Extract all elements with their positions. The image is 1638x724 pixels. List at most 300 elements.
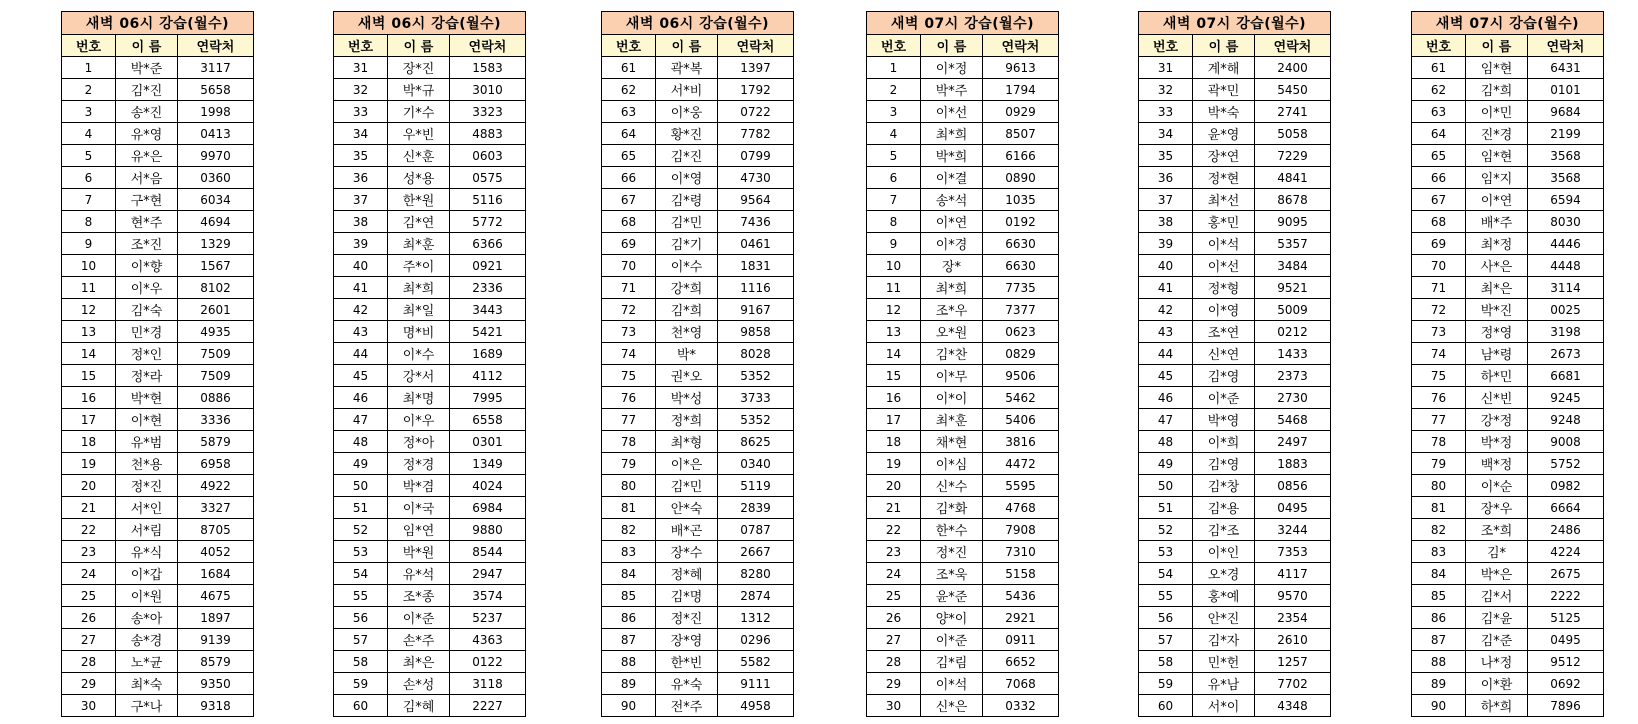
member-name: 이*인	[1193, 541, 1255, 563]
column-header-number: 번호	[867, 35, 921, 57]
row-number: 88	[1412, 651, 1466, 673]
row-number: 89	[1412, 673, 1466, 695]
table-row	[1139, 145, 1331, 167]
contact-number: 7702	[1255, 673, 1331, 695]
contact-number: 7353	[1255, 541, 1331, 563]
row-number: 3	[867, 101, 921, 123]
member-name: 유*숙	[656, 673, 718, 695]
table-row	[1412, 189, 1604, 211]
member-name: 이*준	[921, 629, 983, 651]
member-name: 이*결	[921, 167, 983, 189]
row-number: 82	[602, 519, 656, 541]
table-row	[867, 409, 1059, 431]
contact-number: 9111	[718, 673, 794, 695]
table-row	[62, 673, 254, 695]
contact-number: 4730	[718, 167, 794, 189]
contact-number: 3443	[450, 299, 526, 321]
member-name: 최*형	[656, 431, 718, 453]
contact-number: 6664	[1528, 497, 1604, 519]
table-row	[62, 475, 254, 497]
contact-number: 7436	[718, 211, 794, 233]
member-name: 홍*예	[1193, 585, 1255, 607]
contact-number: 4841	[1255, 167, 1331, 189]
member-name: 이*우	[116, 277, 178, 299]
table-row	[334, 541, 526, 563]
contact-number: 0212	[1255, 321, 1331, 343]
table-row	[1412, 123, 1604, 145]
row-number: 7	[62, 189, 116, 211]
contact-number: 9248	[1528, 409, 1604, 431]
contact-number: 3323	[450, 101, 526, 123]
table-row	[1412, 145, 1604, 167]
row-number: 57	[1139, 629, 1193, 651]
member-name: 유*은	[116, 145, 178, 167]
row-number: 70	[1412, 255, 1466, 277]
row-number: 39	[334, 233, 388, 255]
member-name: 이*무	[921, 365, 983, 387]
row-number: 10	[62, 255, 116, 277]
table-row	[62, 387, 254, 409]
table-row	[1412, 343, 1604, 365]
table-row	[1139, 57, 1331, 79]
table-row	[334, 695, 526, 717]
table-row	[1139, 585, 1331, 607]
member-name: 곽*민	[1193, 79, 1255, 101]
contact-number: 4224	[1528, 541, 1604, 563]
member-name: 이*준	[388, 607, 450, 629]
table-row	[867, 673, 1059, 695]
table-row	[62, 145, 254, 167]
contact-number: 3010	[450, 79, 526, 101]
table-row	[334, 651, 526, 673]
row-number: 58	[334, 651, 388, 673]
contact-number: 5450	[1255, 79, 1331, 101]
row-number: 12	[867, 299, 921, 321]
row-number: 24	[867, 563, 921, 585]
column-header-name: 이 름	[1193, 35, 1255, 57]
table-row	[602, 101, 794, 123]
contact-number: 1312	[718, 607, 794, 629]
member-name: 정*아	[388, 431, 450, 453]
member-name: 장*진	[388, 57, 450, 79]
member-name: 박*성	[656, 387, 718, 409]
column-header-number: 번호	[62, 35, 116, 57]
row-number: 11	[62, 277, 116, 299]
member-name: 명*비	[388, 321, 450, 343]
contact-number: 7782	[718, 123, 794, 145]
member-name: 이*정	[921, 57, 983, 79]
member-name: 정*라	[116, 365, 178, 387]
row-number: 47	[1139, 409, 1193, 431]
contact-number: 8678	[1255, 189, 1331, 211]
table-row	[334, 585, 526, 607]
member-name: 정*인	[116, 343, 178, 365]
member-name: 김*혜	[388, 695, 450, 717]
member-name: 신*은	[921, 695, 983, 717]
table-row	[1412, 211, 1604, 233]
contact-number: 5879	[178, 431, 254, 453]
member-name: 조*진	[116, 233, 178, 255]
contact-number: 9139	[178, 629, 254, 651]
member-name: 나*정	[1466, 651, 1528, 673]
column-header-number: 번호	[334, 35, 388, 57]
contact-number: 1257	[1255, 651, 1331, 673]
contact-number: 1349	[450, 453, 526, 475]
member-name: 하*민	[1466, 365, 1528, 387]
row-number: 71	[1412, 277, 1466, 299]
row-number: 21	[62, 497, 116, 519]
row-number: 50	[1139, 475, 1193, 497]
member-name: 유*범	[116, 431, 178, 453]
roster-table	[601, 11, 794, 717]
row-number: 51	[334, 497, 388, 519]
column-header-contact: 연락처	[450, 35, 526, 57]
row-number: 83	[602, 541, 656, 563]
contact-number: 9008	[1528, 431, 1604, 453]
member-name: 윤*준	[921, 585, 983, 607]
contact-number: 4768	[983, 497, 1059, 519]
member-name: 정*형	[1193, 277, 1255, 299]
member-name: 정*혜	[656, 563, 718, 585]
contact-number: 6166	[983, 145, 1059, 167]
roster-table	[1138, 11, 1331, 717]
member-name: 오*경	[1193, 563, 1255, 585]
row-number: 16	[62, 387, 116, 409]
member-name: 김*림	[921, 651, 983, 673]
row-number: 69	[1412, 233, 1466, 255]
table-row	[867, 475, 1059, 497]
table-row	[1139, 563, 1331, 585]
table-row	[62, 123, 254, 145]
member-name: 박*희	[921, 145, 983, 167]
contact-number: 1831	[718, 255, 794, 277]
column-header-number: 번호	[1412, 35, 1466, 57]
contact-number: 0799	[718, 145, 794, 167]
contact-number: 1583	[450, 57, 526, 79]
table-row	[334, 299, 526, 321]
member-name: 안*진	[1193, 607, 1255, 629]
contact-number: 5009	[1255, 299, 1331, 321]
row-number: 32	[1139, 79, 1193, 101]
table-row	[602, 343, 794, 365]
row-number: 42	[334, 299, 388, 321]
table-row	[334, 629, 526, 651]
table-row	[602, 233, 794, 255]
contact-number: 0025	[1528, 299, 1604, 321]
row-number: 67	[1412, 189, 1466, 211]
row-number: 60	[1139, 695, 1193, 717]
contact-number: 9506	[983, 365, 1059, 387]
contact-number: 2373	[1255, 365, 1331, 387]
member-name: 권*오	[656, 365, 718, 387]
contact-number: 0340	[718, 453, 794, 475]
table-row	[334, 167, 526, 189]
member-name: 김*화	[921, 497, 983, 519]
member-name: 송*진	[116, 101, 178, 123]
row-number: 21	[867, 497, 921, 519]
table-row	[1139, 673, 1331, 695]
contact-number: 9512	[1528, 651, 1604, 673]
contact-number: 2667	[718, 541, 794, 563]
table-row	[602, 519, 794, 541]
contact-number: 9858	[718, 321, 794, 343]
contact-number: 1433	[1255, 343, 1331, 365]
table-row	[1412, 277, 1604, 299]
member-name: 최*훈	[388, 233, 450, 255]
contact-number: 9970	[178, 145, 254, 167]
member-name: 이*영	[1193, 299, 1255, 321]
member-name: 최*선	[1193, 189, 1255, 211]
row-number: 9	[62, 233, 116, 255]
row-number: 74	[1412, 343, 1466, 365]
row-number: 65	[602, 145, 656, 167]
table-row	[1139, 299, 1331, 321]
table-row	[334, 431, 526, 453]
member-name: 노*균	[116, 651, 178, 673]
table-row	[1139, 607, 1331, 629]
contact-number: 6652	[983, 651, 1059, 673]
contact-number: 3816	[983, 431, 1059, 453]
table-row	[867, 299, 1059, 321]
column-header-name: 이 름	[1466, 35, 1528, 57]
row-number: 64	[1412, 123, 1466, 145]
contact-number: 6366	[450, 233, 526, 255]
member-name: 민*헌	[1193, 651, 1255, 673]
member-name: 장*	[921, 255, 983, 277]
table-row	[867, 607, 1059, 629]
contact-number: 0722	[718, 101, 794, 123]
row-number: 52	[1139, 519, 1193, 541]
column-header-number: 번호	[602, 35, 656, 57]
contact-number: 0921	[450, 255, 526, 277]
row-number: 72	[602, 299, 656, 321]
table-row	[1412, 519, 1604, 541]
contact-number: 0495	[1255, 497, 1331, 519]
member-name: 이*석	[1193, 233, 1255, 255]
row-number: 37	[1139, 189, 1193, 211]
member-name: 서*인	[116, 497, 178, 519]
row-number: 32	[334, 79, 388, 101]
contact-number: 4675	[178, 585, 254, 607]
table-row	[867, 343, 1059, 365]
table-row	[1412, 607, 1604, 629]
table-title: 새벽 06시 강습(월수)	[602, 12, 794, 35]
contact-number: 3574	[450, 585, 526, 607]
row-number: 31	[1139, 57, 1193, 79]
column-header-name: 이 름	[388, 35, 450, 57]
row-number: 37	[334, 189, 388, 211]
row-number: 55	[1139, 585, 1193, 607]
table-row	[602, 585, 794, 607]
row-number: 47	[334, 409, 388, 431]
contact-number: 2486	[1528, 519, 1604, 541]
member-name: 황*진	[656, 123, 718, 145]
contact-number: 1116	[718, 277, 794, 299]
contact-number: 3244	[1255, 519, 1331, 541]
row-number: 52	[334, 519, 388, 541]
member-name: 장*우	[1466, 497, 1528, 519]
contact-number: 1329	[178, 233, 254, 255]
row-number: 7	[867, 189, 921, 211]
contact-number: 4448	[1528, 255, 1604, 277]
member-name: 계*해	[1193, 57, 1255, 79]
table-row	[602, 673, 794, 695]
contact-number: 2497	[1255, 431, 1331, 453]
column-header-name: 이 름	[116, 35, 178, 57]
table-row	[1139, 651, 1331, 673]
contact-number: 2400	[1255, 57, 1331, 79]
table-row	[334, 453, 526, 475]
row-number: 29	[62, 673, 116, 695]
table-row	[867, 519, 1059, 541]
member-name: 강*서	[388, 365, 450, 387]
table-row	[602, 629, 794, 651]
contact-number: 9613	[983, 57, 1059, 79]
row-number: 59	[334, 673, 388, 695]
row-number: 34	[334, 123, 388, 145]
table-row	[1412, 101, 1604, 123]
contact-number: 0192	[983, 211, 1059, 233]
member-name: 조*우	[921, 299, 983, 321]
member-name: 송*경	[116, 629, 178, 651]
table-row	[1412, 629, 1604, 651]
contact-number: 5237	[450, 607, 526, 629]
row-number: 56	[1139, 607, 1193, 629]
row-number: 42	[1139, 299, 1193, 321]
member-name: 조*종	[388, 585, 450, 607]
contact-number: 4446	[1528, 233, 1604, 255]
contact-number: 4348	[1255, 695, 1331, 717]
contact-number: 9564	[718, 189, 794, 211]
member-name: 최*희	[388, 277, 450, 299]
contact-number: 1684	[178, 563, 254, 585]
contact-number: 5116	[450, 189, 526, 211]
contact-number: 6594	[1528, 189, 1604, 211]
table-row	[1139, 475, 1331, 497]
row-number: 38	[1139, 211, 1193, 233]
contact-number: 6630	[983, 233, 1059, 255]
member-name: 구*나	[116, 695, 178, 717]
table-row	[867, 277, 1059, 299]
table-row	[1412, 79, 1604, 101]
member-name: 김*창	[1193, 475, 1255, 497]
contact-number: 1035	[983, 189, 1059, 211]
contact-number: 8625	[718, 431, 794, 453]
member-name: 서*림	[116, 519, 178, 541]
member-name: 조*욱	[921, 563, 983, 585]
contact-number: 1897	[178, 607, 254, 629]
contact-number: 5119	[718, 475, 794, 497]
row-number: 53	[334, 541, 388, 563]
row-number: 68	[1412, 211, 1466, 233]
row-number: 11	[867, 277, 921, 299]
contact-number: 2354	[1255, 607, 1331, 629]
member-name: 박*준	[116, 57, 178, 79]
row-number: 30	[867, 695, 921, 717]
roster-table	[866, 11, 1059, 717]
member-name: 기*수	[388, 101, 450, 123]
row-number: 5	[867, 145, 921, 167]
row-number: 62	[602, 79, 656, 101]
row-number: 44	[1139, 343, 1193, 365]
contact-number: 7229	[1255, 145, 1331, 167]
table-row	[867, 387, 1059, 409]
row-number: 40	[334, 255, 388, 277]
contact-number: 3118	[450, 673, 526, 695]
contact-number: 9521	[1255, 277, 1331, 299]
member-name: 서*이	[1193, 695, 1255, 717]
contact-number: 5058	[1255, 123, 1331, 145]
row-number: 84	[602, 563, 656, 585]
row-number: 8	[867, 211, 921, 233]
member-name: 김*진	[656, 145, 718, 167]
member-name: 현*주	[116, 211, 178, 233]
table-row	[1412, 475, 1604, 497]
contact-number: 8579	[178, 651, 254, 673]
table-row	[334, 497, 526, 519]
table-row	[62, 519, 254, 541]
table-row	[602, 123, 794, 145]
contact-number: 4958	[718, 695, 794, 717]
table-row	[334, 409, 526, 431]
contact-number: 7377	[983, 299, 1059, 321]
contact-number: 7995	[450, 387, 526, 409]
table-row	[867, 255, 1059, 277]
table-row	[334, 387, 526, 409]
contact-number: 1567	[178, 255, 254, 277]
contact-number: 9880	[450, 519, 526, 541]
member-name: 한*원	[388, 189, 450, 211]
row-number: 43	[1139, 321, 1193, 343]
table-row	[1412, 453, 1604, 475]
row-number: 84	[1412, 563, 1466, 585]
table-row	[1139, 79, 1331, 101]
row-number: 27	[867, 629, 921, 651]
row-number: 1	[867, 57, 921, 79]
contact-number: 5772	[450, 211, 526, 233]
member-name: 김*서	[1466, 585, 1528, 607]
contact-number: 5436	[983, 585, 1059, 607]
table-row	[1139, 189, 1331, 211]
row-number: 25	[62, 585, 116, 607]
table-row	[1139, 519, 1331, 541]
row-number: 79	[1412, 453, 1466, 475]
row-number: 41	[1139, 277, 1193, 299]
member-name: 조*희	[1466, 519, 1528, 541]
row-number: 22	[62, 519, 116, 541]
row-number: 45	[1139, 365, 1193, 387]
row-number: 61	[1412, 57, 1466, 79]
member-name: 천*영	[656, 321, 718, 343]
table-row	[1412, 233, 1604, 255]
member-name: 이*경	[921, 233, 983, 255]
column-header-contact: 연락처	[178, 35, 254, 57]
row-number: 90	[602, 695, 656, 717]
contact-number: 5462	[983, 387, 1059, 409]
contact-number: 6431	[1528, 57, 1604, 79]
contact-number: 1998	[178, 101, 254, 123]
member-name: 이*국	[388, 497, 450, 519]
contact-number: 2227	[450, 695, 526, 717]
member-name: 조*연	[1193, 321, 1255, 343]
row-number: 1	[62, 57, 116, 79]
row-number: 69	[602, 233, 656, 255]
member-name: 서*음	[116, 167, 178, 189]
row-number: 4	[62, 123, 116, 145]
contact-number: 0301	[450, 431, 526, 453]
contact-number: 6984	[450, 497, 526, 519]
member-name: 박*정	[1466, 431, 1528, 453]
